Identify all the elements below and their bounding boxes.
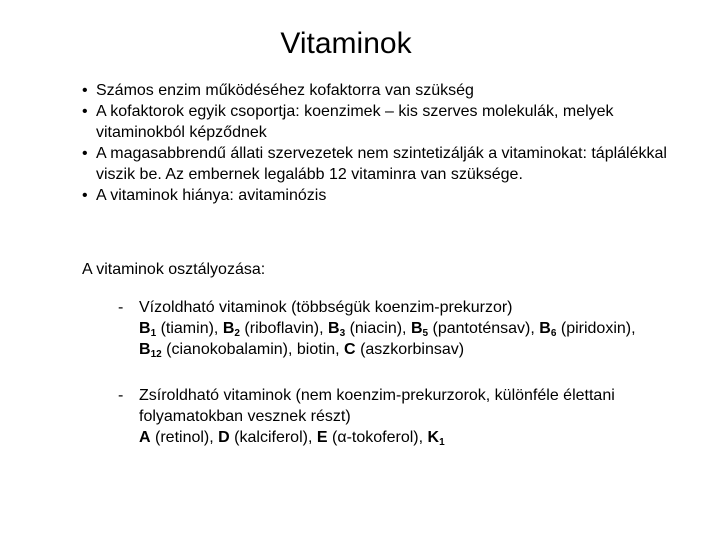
bullet-marker: • — [82, 145, 88, 162]
vitamin-name: (aszkorbinsav) — [360, 341, 465, 358]
vitamin-name: biotin — [296, 341, 336, 358]
vitamin-letter: B — [410, 320, 423, 337]
vitamin-name: (cianokobalamin) — [166, 341, 288, 358]
vitamin-letter: B — [139, 320, 151, 337]
separator: , — [530, 320, 535, 337]
vitamin-name: (piridoxin) — [560, 320, 632, 337]
vitamin-subscript: 5 — [422, 328, 429, 339]
vitamin-letter: E — [316, 429, 328, 446]
vitamin-entry — [328, 320, 407, 337]
vitamin-entry — [297, 341, 340, 358]
vitamin-letter: B — [222, 320, 235, 337]
vitamin-letter: B — [539, 320, 551, 337]
separator: , — [209, 429, 214, 446]
vitamin-name: (riboflavin) — [244, 320, 320, 337]
bullet-item — [82, 185, 682, 206]
vitamin-name: (retinol) — [155, 429, 210, 446]
vitamin-entry — [317, 429, 423, 446]
separator: , — [287, 341, 293, 358]
vitamin-subscript: 2 — [234, 328, 240, 339]
vitamin-subscript: 6 — [550, 328, 557, 339]
vitamin-subscript: 1 — [150, 328, 157, 339]
separator: , — [213, 320, 219, 337]
slide-title: Vitaminok — [280, 27, 412, 60]
bullet-text: Számos enzim működéséhez kofaktorra van szükség — [96, 82, 474, 99]
vitamin-entry — [428, 429, 445, 446]
separator: , — [335, 341, 340, 358]
bullet-marker: • — [82, 82, 88, 99]
separator: , — [307, 429, 313, 446]
vitamin-subscript: 1 — [439, 437, 445, 448]
vitamin-entry — [218, 429, 312, 446]
bullet-item — [82, 101, 682, 143]
water-soluble-heading: Vízoldható vitaminok (többségük koenzim-prekurzor) — [139, 299, 513, 316]
bullet-marker: • — [82, 187, 88, 204]
vitamin-entry — [344, 341, 464, 358]
water-soluble-group — [118, 297, 658, 360]
vitamin-name: (tiamin) — [160, 320, 214, 337]
separator: , — [418, 429, 424, 446]
dash-marker: - — [118, 299, 124, 316]
separator: , — [319, 320, 324, 337]
vitamin-name: (kalciferol) — [234, 429, 308, 446]
vitamin-letter: D — [218, 429, 230, 446]
vitamin-name: (niacin) — [349, 320, 403, 337]
vitamin-name: (α-tokoferol) — [332, 429, 419, 446]
separator: , — [631, 320, 636, 337]
bullet-text: A vitaminok hiánya: avitaminózis — [96, 187, 327, 204]
fat-soluble-group — [118, 385, 658, 448]
vitamin-letter: C — [344, 341, 356, 358]
vitamin-subscript: 3 — [339, 328, 346, 339]
fat-soluble-heading: Zsíroldható vitaminok (nem koenzim-prekurzorok, különféle élettani folyamatokban vesznek részt) — [139, 387, 615, 425]
vitamin-entry — [223, 320, 324, 337]
classification-heading: A vitaminok osztályozása: — [82, 261, 266, 278]
vitamin-subscript: 12 — [150, 349, 162, 360]
bullet-item — [82, 143, 682, 185]
vitamin-entry — [139, 341, 292, 358]
vitamin-entry — [539, 320, 635, 337]
separator: , — [402, 320, 407, 337]
vitamin-entry — [411, 320, 535, 337]
bullet-text: A kofaktorok egyik csoportja: koenzimek – kis szerves molekulák, melyek vitaminokból képződnek — [96, 103, 614, 141]
vitamin-letter: B — [328, 320, 340, 337]
vitamin-entry — [139, 429, 214, 446]
dash-marker: - — [118, 387, 124, 404]
vitamin-letter: K — [427, 429, 440, 446]
vitamin-entry — [139, 320, 218, 337]
bullet-item — [82, 80, 682, 101]
bullet-marker: • — [82, 103, 88, 120]
vitamin-letter: A — [139, 429, 151, 446]
bullet-list — [82, 80, 682, 206]
vitamin-name: (pantoténsav) — [432, 320, 531, 337]
vitamin-letter: B — [139, 341, 151, 358]
water-soluble-list — [118, 318, 658, 360]
fat-soluble-list — [118, 427, 658, 448]
bullet-text: A magasabbrendű állati szervezetek nem szintetizálják a vitaminokat: táplálékkal viszik be. Az embernek legalább 12 vitaminra van szüksége. — [96, 145, 667, 183]
